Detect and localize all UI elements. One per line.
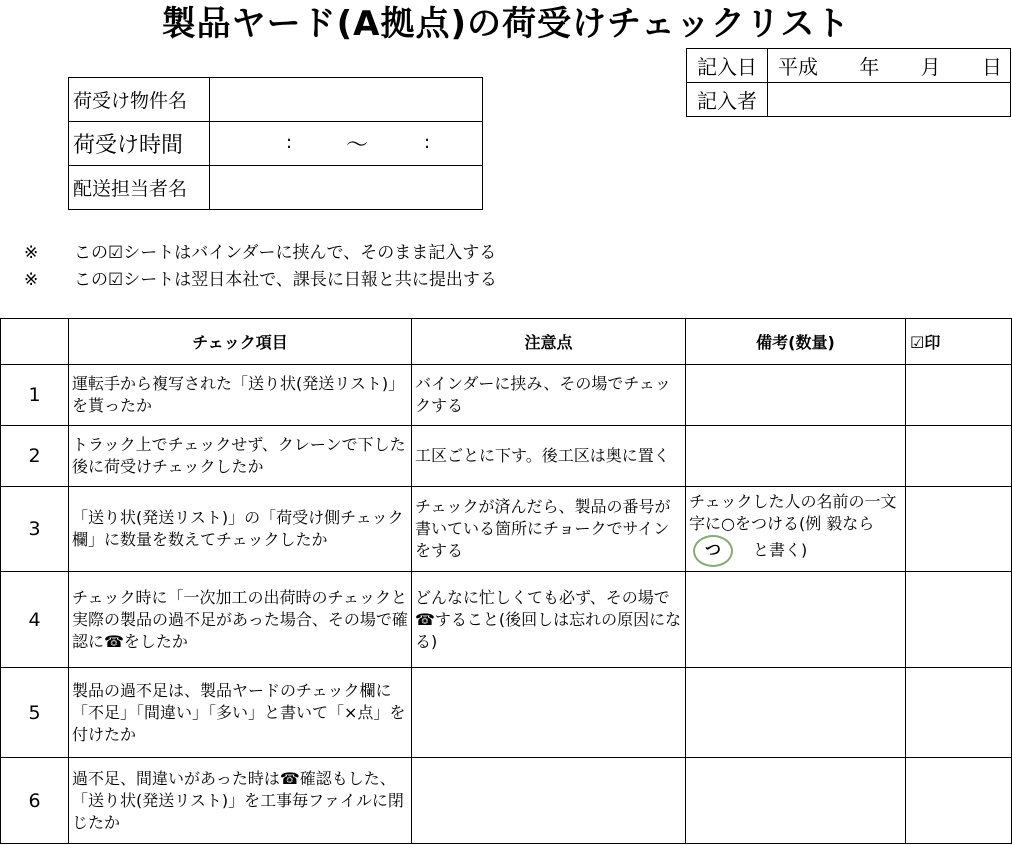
notes [24, 240, 497, 294]
row-check-item: 過不足、間違いがあった時は☎確認もした、「送り状(発送リスト)」を工事毎ファイルに閉じたか [69, 758, 412, 844]
note-2 [24, 267, 497, 294]
row-number: 6 [1, 758, 69, 844]
row-caution: 工区ごとに下す。後工区は奥に置く [412, 426, 686, 487]
month-label: 月 [920, 55, 941, 79]
page-title: 製品ヤード(A拠点)の荷受けチェックリスト [161, 4, 851, 44]
item-name-field[interactable] [210, 78, 483, 122]
note-mark: ※ [24, 243, 39, 263]
row-check-item: トラック上でチェックせず、クレーンで下した後に荷受けチェックしたか [69, 426, 412, 487]
driver-label: 配送担当者名 [69, 166, 210, 210]
writer-field[interactable] [768, 83, 1011, 117]
checklist-table [0, 318, 1012, 844]
note-text: この☑シートはバインダーに挟んで、そのまま記入する [74, 243, 497, 263]
row-check-field[interactable] [906, 758, 1012, 844]
circled-character: つ [693, 535, 733, 567]
row-check-item: 製品の過不足は、製品ヤードのチェック欄に「不足」「間違い」「多い」と書いて「×点」を付けたか [69, 668, 412, 758]
time-field[interactable] [210, 122, 483, 166]
table-row [1, 572, 1012, 668]
header-remarks: 備考(数量) [686, 319, 906, 365]
row-number: 3 [1, 487, 69, 572]
date-era: 平成 [778, 55, 818, 79]
row-remarks-field[interactable] [686, 668, 906, 758]
row-remarks-field[interactable] [686, 365, 906, 426]
row-caution [412, 668, 686, 758]
time-row [69, 122, 483, 166]
table-row [1, 426, 1012, 487]
header-check-mark: ☑印 [906, 319, 1012, 365]
note-1 [24, 240, 497, 267]
item-name-row [69, 78, 483, 122]
row-check-field[interactable] [906, 572, 1012, 668]
driver-field[interactable] [210, 166, 483, 210]
row-check-item: チェック時に「一次加工の出荷時のチェックと実際の製品の過不足があった場合、その場で確認に☎をしたか [69, 572, 412, 668]
row-number: 2 [1, 426, 69, 487]
note-mark: ※ [24, 270, 39, 290]
row-check-item: 「送り状(発送リスト)」の「荷受け側チェック欄」に数量を数えてチェックしたか [69, 487, 412, 572]
time-tilde: 〜 [346, 133, 369, 158]
date-field[interactable] [768, 49, 1011, 83]
row-check-field[interactable] [906, 365, 1012, 426]
item-name-label: 荷受け物件名 [69, 78, 210, 122]
table-header [1, 319, 1012, 365]
date-row [687, 49, 1011, 83]
writer-label: 記入者 [687, 83, 768, 117]
row-remarks-field[interactable] [686, 487, 906, 572]
delivery-info-table [68, 77, 483, 210]
row-check-field[interactable] [906, 668, 1012, 758]
row-number: 1 [1, 365, 69, 426]
table-row [1, 668, 1012, 758]
table-row [1, 487, 1012, 572]
header-check-item: チェック項目 [69, 319, 412, 365]
row-number: 5 [1, 668, 69, 758]
row-remarks-field[interactable] [686, 572, 906, 668]
header-caution: 注意点 [412, 319, 686, 365]
row-number: 4 [1, 572, 69, 668]
time-start-colon: : [286, 132, 293, 153]
row-remarks-field[interactable] [686, 426, 906, 487]
row-check-item: 運転手から複写された「送り状(発送リスト)」を貰ったか [69, 365, 412, 426]
row-check-field[interactable] [906, 487, 1012, 572]
day-label: 日 [981, 55, 1002, 79]
row-caution: どんなに忙しくても必ず、その場で☎すること(後回しは忘れの原因になる) [412, 572, 686, 668]
row-caution [412, 758, 686, 844]
row-remarks-field[interactable] [686, 758, 906, 844]
writer-row [687, 83, 1011, 117]
table-row [1, 365, 1012, 426]
row-caution: チェックが済んだら、製品の番号が書いている箇所にチョークでサインをする [412, 487, 686, 572]
entry-meta-table [686, 48, 1011, 117]
header-number [1, 319, 69, 365]
remarks-text-end: と書く) [753, 540, 808, 560]
time-label: 荷受け時間 [69, 122, 210, 166]
table-row [1, 758, 1012, 844]
time-end-colon: : [424, 132, 431, 153]
date-label: 記入日 [687, 49, 768, 83]
note-text: この☑シートは翌日本社で、課長に日報と共に提出する [74, 270, 497, 290]
remarks-text: チェックした人の名前の一文字に○をつける(例 毅なら [689, 492, 897, 533]
year-label: 年 [859, 55, 880, 79]
row-caution: バインダーに挟み、その場でチェックする [412, 365, 686, 426]
row-check-field[interactable] [906, 426, 1012, 487]
driver-row [69, 166, 483, 210]
